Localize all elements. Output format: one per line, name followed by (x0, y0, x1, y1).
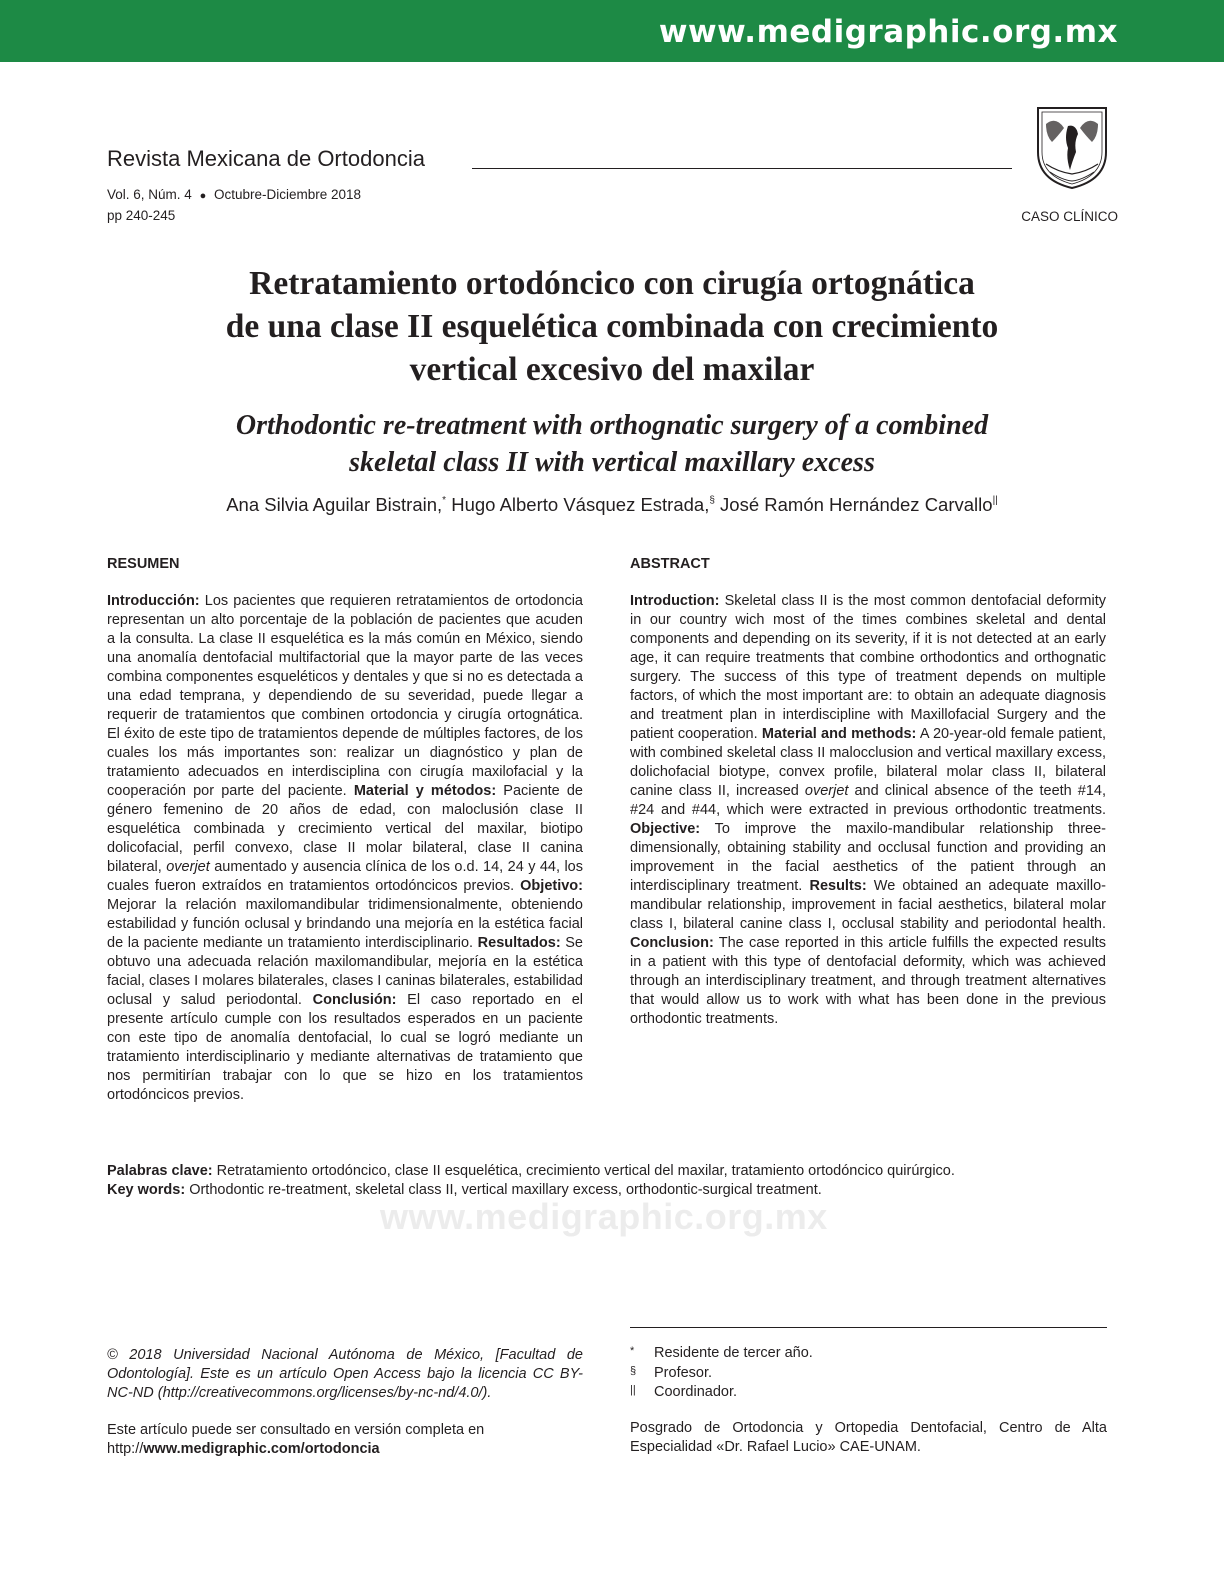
abstract-intro-label: Introduction: (630, 593, 720, 609)
resumen-conclusion-text: El caso reportado en el presente artículo cumple con los resultados esperados en un paciente con este tipo de anomalía dentofacial, lo cual se logró mediante un tratamiento interdisciplinario y mediante alternativas de tratamiento que nos permitirían trabajar con lo que se hizo en los tratamientos ortodóncicos previos. (107, 992, 583, 1103)
keywords-es (107, 1162, 1117, 1181)
resumen-methods-text: Paciente de género femenino de 20 años de edad, con maloclusión clase II esquelética combinada y crecimiento vertical del maxilar, biotipo dolicofacial, perfil convexo, clase II molar bilateral, clase II canina bilateral, (107, 783, 583, 875)
footnote-mark: * (630, 1345, 635, 1357)
abstract-objective-label: Objective: (630, 821, 701, 837)
abstract-conclusion-label: Conclusion: (630, 935, 714, 951)
author-mark: * (442, 495, 447, 506)
abstract-heading: ABSTRACT (630, 556, 710, 572)
consult-text: Este artículo puede ser consultado en versión completa en (107, 1422, 485, 1438)
author-name: José Ramón Hernández Carvallo (714, 494, 993, 515)
resumen-intro-text: Los pacientes que requieren retratamientos de ortodoncia representan un alto porcentaje de la población de pacientes que acuden a la consulta. La clase II esquelética es la más común en México, siendo una anomalía dentofacial multifactorial que la mayor parte de las veces combina componentes esqueléticos y dentales y que si no es detectada a una edad temprana, y dependiendo de su severidad, puede llegar a requerir de tratamientos que combinen ortodoncia y cirugía ortognática. El éxito de este tipo de tratamientos depende de múltiples factores, de los cuales los más importantes son: realizar un diagnóstico y plan de tratamiento adecuados en interdisciplina con cirugía maxilofacial y la cooperación por parte del paciente. (107, 593, 583, 799)
watermark: www.medigraphic.org.mx (380, 1196, 828, 1237)
keywords-es-text: Retratamiento ortodóncico, clase II esquelética, crecimiento vertical del maxilar, tratamiento ortodóncico quirúrgico. (212, 1163, 955, 1179)
resumen-body (107, 592, 583, 1105)
abstract-body (630, 592, 1106, 1029)
article-title-es (120, 262, 1104, 391)
keywords-en-text: Orthodontic re-treatment, skeletal class II, vertical maxillary excess, orthodontic-surgical treatment. (185, 1182, 822, 1198)
abstract-methods-italic: overjet (798, 783, 849, 799)
author-mark: || (992, 495, 998, 506)
journal-rule (472, 168, 1012, 169)
site-banner (0, 0, 1224, 62)
title-en-line: skeletal class II with vertical maxillary excess (349, 447, 875, 478)
author-name: Hugo Alberto Vásquez Estrada, (446, 494, 710, 515)
abstract-objective-text: To improve the maxilo-mandibular relationship three-dimensionally, obtaining stability and occlusal function and providing an improvement in the facial aesthetics of the patient through an interdisciplinary treatment. (630, 821, 1106, 894)
title-es-line: vertical excesivo del maxilar (409, 351, 815, 388)
volume-info (107, 187, 361, 202)
author-list (100, 494, 1124, 516)
consult-notice (107, 1421, 583, 1459)
section-label: CASO CLÍNICO (1021, 209, 1118, 224)
author-mark: § (709, 495, 715, 506)
resumen-heading: RESUMEN (107, 556, 180, 572)
keywords-es-label: Palabras clave: (107, 1163, 213, 1179)
resumen-methods-label: Material y métodos: (346, 783, 497, 799)
footnote-rule (630, 1327, 1107, 1328)
page-range: pp 240-245 (107, 208, 176, 223)
author-name: Ana Silvia Aguilar Bistrain, (226, 494, 443, 515)
consult-prefix: http:// (107, 1441, 144, 1457)
volume-separator: ● (199, 190, 207, 202)
abstract-intro-text: Skeletal class II is the most common dentofacial deformity in our country wich most of the times combines skeletal and dental components and depending on its severity, if it is not detected at an early age, it can require treatments that combine orthodontics and orthognatic surgery. The success of this type of treatment depends on multiple factors, of which the most important are: to obtain an adequate diagnosis and treatment plan in interdiscipline with Maxillofacial Surgery and the patient cooperation. (630, 593, 1106, 742)
footnote (630, 1342, 813, 1363)
abstract-results-text: We obtained an adequate maxillo-mandibular relationship, improvement in facial aesthetics, bilateral molar class I, bilateral canine class I, occlusal stability and periodontal health. (630, 878, 1106, 932)
title-es-line: Retratamiento ortodóncico con cirugía ortognática (249, 265, 975, 302)
article-title-en (120, 407, 1104, 481)
keywords-en-label: Key words: (107, 1182, 186, 1198)
footnote-text: Profesor. (654, 1365, 713, 1381)
footnote (630, 1381, 737, 1402)
footnote-mark: || (630, 1384, 636, 1396)
title-es-line: de una clase II esquelética combinada con crecimiento (225, 308, 999, 345)
resumen-results-text: Se obtuvo una adecuada relación maxilomandibular, mejoría en la estética facial, clases I molares bilaterales, clases I caninas bilaterales, estabilidad oclusal y salud periodontal. (107, 935, 583, 1008)
license-notice: © 2018 Universidad Nacional Autónoma de México, [Facultad de Odontología]. Este es un artículo Open Access bajo la licencia CC BY-NC-ND (http://creativecommons.org/licenses/by-nc-nd/4.0/). (107, 1347, 583, 1401)
site-url[interactable]: www.medigraphic.org.mx (658, 14, 1118, 50)
volume-period: Octubre-Diciembre 2018 (213, 187, 362, 202)
volume-number: Vol. 6, Núm. 4 (107, 187, 192, 202)
resumen-methods-italic: overjet (161, 859, 210, 875)
abstract-methods-label: Material and methods: (757, 726, 917, 742)
resumen-conclusion-label: Conclusión: (301, 992, 397, 1008)
resumen-methods-text: aumentado y ausencia clínica de los o.d. 14, 24 y 44, los cuales fueron extraídos en tratamientos ortodóncicos previos. (107, 859, 583, 894)
resumen-intro-label: Introducción: (107, 593, 200, 609)
abstract-methods-text: A 20-year-old female patient, with combined skeletal class II malocclusion and vertical maxillary excess, dolichofacial biotype, convex profile, bilateral molar class II, bilateral canine class II, increased (630, 726, 1106, 799)
resumen-objective-label: Objetivo: (514, 878, 583, 894)
footnote-text: Residente de tercer año. (654, 1345, 813, 1361)
abstract-results-label: Results: (802, 878, 867, 894)
resumen-objective-text: Mejorar la relación maxilomandibular tridimensionalmente, obteniendo estabilidad y función oclusal y brindando una mejoría en la estética facial de la paciente mediante un tratamiento interdisciplinario. (107, 897, 583, 951)
consult-link[interactable] (107, 1441, 380, 1457)
title-en-line: Orthodontic re-treatment with orthognatic surgery of a combined (235, 410, 989, 441)
consult-url: www.medigraphic.com/ortodoncia (143, 1441, 380, 1457)
unam-seal-icon (1032, 102, 1112, 192)
abstract-conclusion-text: The case reported in this article fulfills the expected results in a patient with this type of dentofacial deformity, which was achieved through an interdisciplinary treatment, and through treatment alternatives that would allow us to work with what has been done in the previous orthodontic treatments. (630, 935, 1106, 1027)
footnote (630, 1362, 712, 1383)
abstract-methods-text: and clinical absence of the teeth #14, #24 and #44, which were extracted in previous orthodontic treatments. (630, 783, 1106, 818)
journal-name: Revista Mexicana de Ortodoncia (107, 146, 425, 171)
footnote-text: Coordinador. (654, 1384, 738, 1400)
resumen-results-label: Resultados: (473, 935, 561, 951)
affiliation: Posgrado de Ortodoncia y Ortopedia Dentofacial, Centro de Alta Especialidad «Dr. Rafael Lucio» CAE-UNAM. (630, 1420, 1107, 1455)
footnote-mark: § (630, 1365, 637, 1377)
